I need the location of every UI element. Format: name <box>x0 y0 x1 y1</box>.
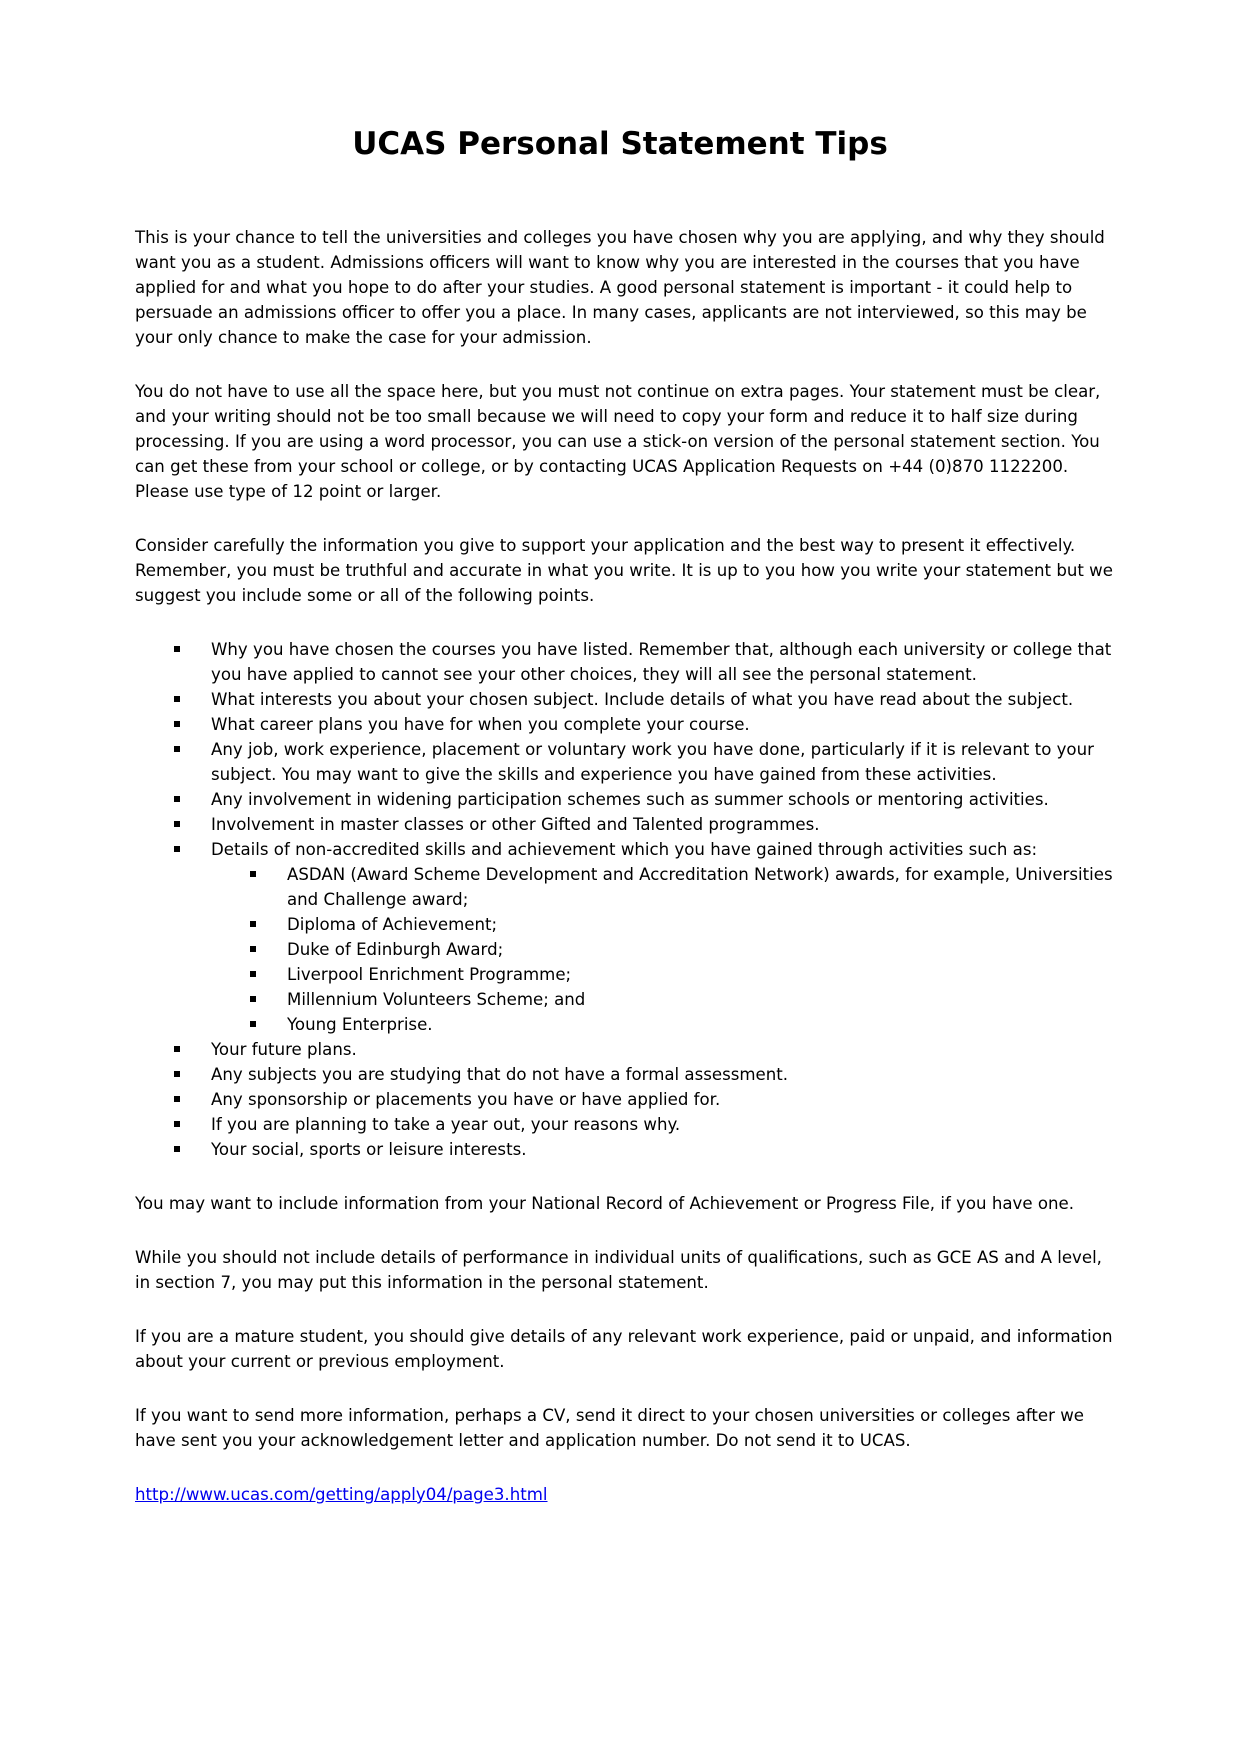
consider-paragraph: Consider carefully the information you give to support your application and the best way to present it effectively. Remember, you must be truthful and accurate in what you write. It is up to you how you write your statement but we suggest you include some or all of the following points. <box>135 536 1113 605</box>
list-item: What interests you about your chosen subject. Include details of what you have read about the subject. <box>135 687 1120 712</box>
list-item: Any job, work experience, placement or voluntary work you have done, particularly if it is relevant to your subject. You may want to give the skills and experience you have gained from these activities. <box>135 737 1120 787</box>
square-bullet-icon <box>174 1046 180 1052</box>
ucas-link[interactable]: http://www.ucas.com/getting/apply04/page3.html <box>135 1485 548 1504</box>
square-bullet-icon <box>174 1096 180 1102</box>
square-bullet-icon <box>174 796 180 802</box>
sub-points-list <box>211 862 1120 1037</box>
list-item: Your social, sports or leisure interests. <box>135 1137 1120 1162</box>
sub-list-item: Diploma of Achievement; <box>211 912 1120 937</box>
sub-list-item: Young Enterprise. <box>211 1012 1120 1037</box>
sub-list-item: Liverpool Enrichment Programme; <box>211 962 1120 987</box>
link-paragraph <box>135 1482 1120 1507</box>
mature-student-paragraph: If you are a mature student, you should give details of any relevant work experience, paid or unpaid, and information about your current or previous employment. <box>135 1327 1113 1371</box>
list-item: Any sponsorship or placements you have or have applied for. <box>135 1087 1120 1112</box>
square-bullet-icon <box>250 921 256 927</box>
page-title: UCAS Personal Statement Tips <box>352 126 888 162</box>
square-bullet-icon <box>250 971 256 977</box>
more-information-paragraph: If you want to send more information, perhaps a CV, send it direct to your chosen universities or colleges after we have sent you your acknowledgement letter and application number. Do not send it to UCAS. <box>135 1406 1085 1450</box>
square-bullet-icon <box>174 1146 180 1152</box>
square-bullet-icon <box>174 1071 180 1077</box>
square-bullet-icon <box>250 871 256 877</box>
square-bullet-icon <box>174 846 180 852</box>
sub-list-item: Millennium Volunteers Scheme; and <box>211 987 1120 1012</box>
list-item: Any subjects you are studying that do not have a formal assessment. <box>135 1062 1120 1087</box>
list-item: Why you have chosen the courses you have listed. Remember that, although each university or college that you have applied to cannot see your other choices, they will all see the personal statement. <box>135 637 1120 687</box>
square-bullet-icon <box>174 746 180 752</box>
square-bullet-icon <box>174 821 180 827</box>
record-paragraph: You may want to include information from your National Record of Achievement or Progress File, if you have one. <box>135 1194 1074 1213</box>
document-body <box>135 225 1120 1536</box>
list-item: If you are planning to take a year out, your reasons why. <box>135 1112 1120 1137</box>
square-bullet-icon <box>174 1121 180 1127</box>
points-list <box>135 637 1120 1162</box>
square-bullet-icon <box>250 1021 256 1027</box>
square-bullet-icon <box>174 696 180 702</box>
square-bullet-icon <box>250 946 256 952</box>
qualifications-paragraph: While you should not include details of performance in individual units of qualifications, such as GCE AS and A level, in section 7, you may put this information in the personal statement. <box>135 1248 1102 1292</box>
space-paragraph: You do not have to use all the space here, but you must not continue on extra pages. Your statement must be clear, and your writing should not be too small because we will need to copy your form and reduce it to half size during processing. If you are using a word processor, you can use a stick-on version of the personal statement section. You can get these from your school or college, or by contacting UCAS Application Requests on +44 (0)870 1122200. Please use type of 12 point or larger. <box>135 382 1101 501</box>
sub-list-item: ASDAN (Award Scheme Development and Accreditation Network) awards, for example, Universities and Challenge award; <box>211 862 1120 912</box>
square-bullet-icon <box>174 646 180 652</box>
square-bullet-icon <box>250 996 256 1002</box>
list-item: Any involvement in widening participation schemes such as summer schools or mentoring activities. <box>135 787 1120 812</box>
square-bullet-icon <box>174 721 180 727</box>
list-item: What career plans you have for when you complete your course. <box>135 712 1120 737</box>
sub-list-item: Duke of Edinburgh Award; <box>211 937 1120 962</box>
list-item: Your future plans. <box>135 1037 1120 1062</box>
list-item: Details of non-accredited skills and achievement which you have gained through activities such as: ASDAN (Award Scheme Development and Accreditation Network) awards, for example, Universities and Challenge award; Diploma of Achievement; Duke of Edinburgh Award; Liverpool Enrichment Programme; Millennium Volunteers Scheme; and Young Enterprise. <box>135 837 1120 1037</box>
intro-paragraph: This is your chance to tell the universities and colleges you have chosen why you are applying, and why they should want you as a student. Admissions officers will want to know why you are interested in the courses that you have applied for and what you hope to do after your studies. A good personal statement is important - it could help to persuade an admissions officer to offer you a place. In many cases, applicants are not interviewed, so this may be your only chance to make the case for your admission. <box>135 228 1105 347</box>
list-item: Involvement in master classes or other Gifted and Talented programmes. <box>135 812 1120 837</box>
